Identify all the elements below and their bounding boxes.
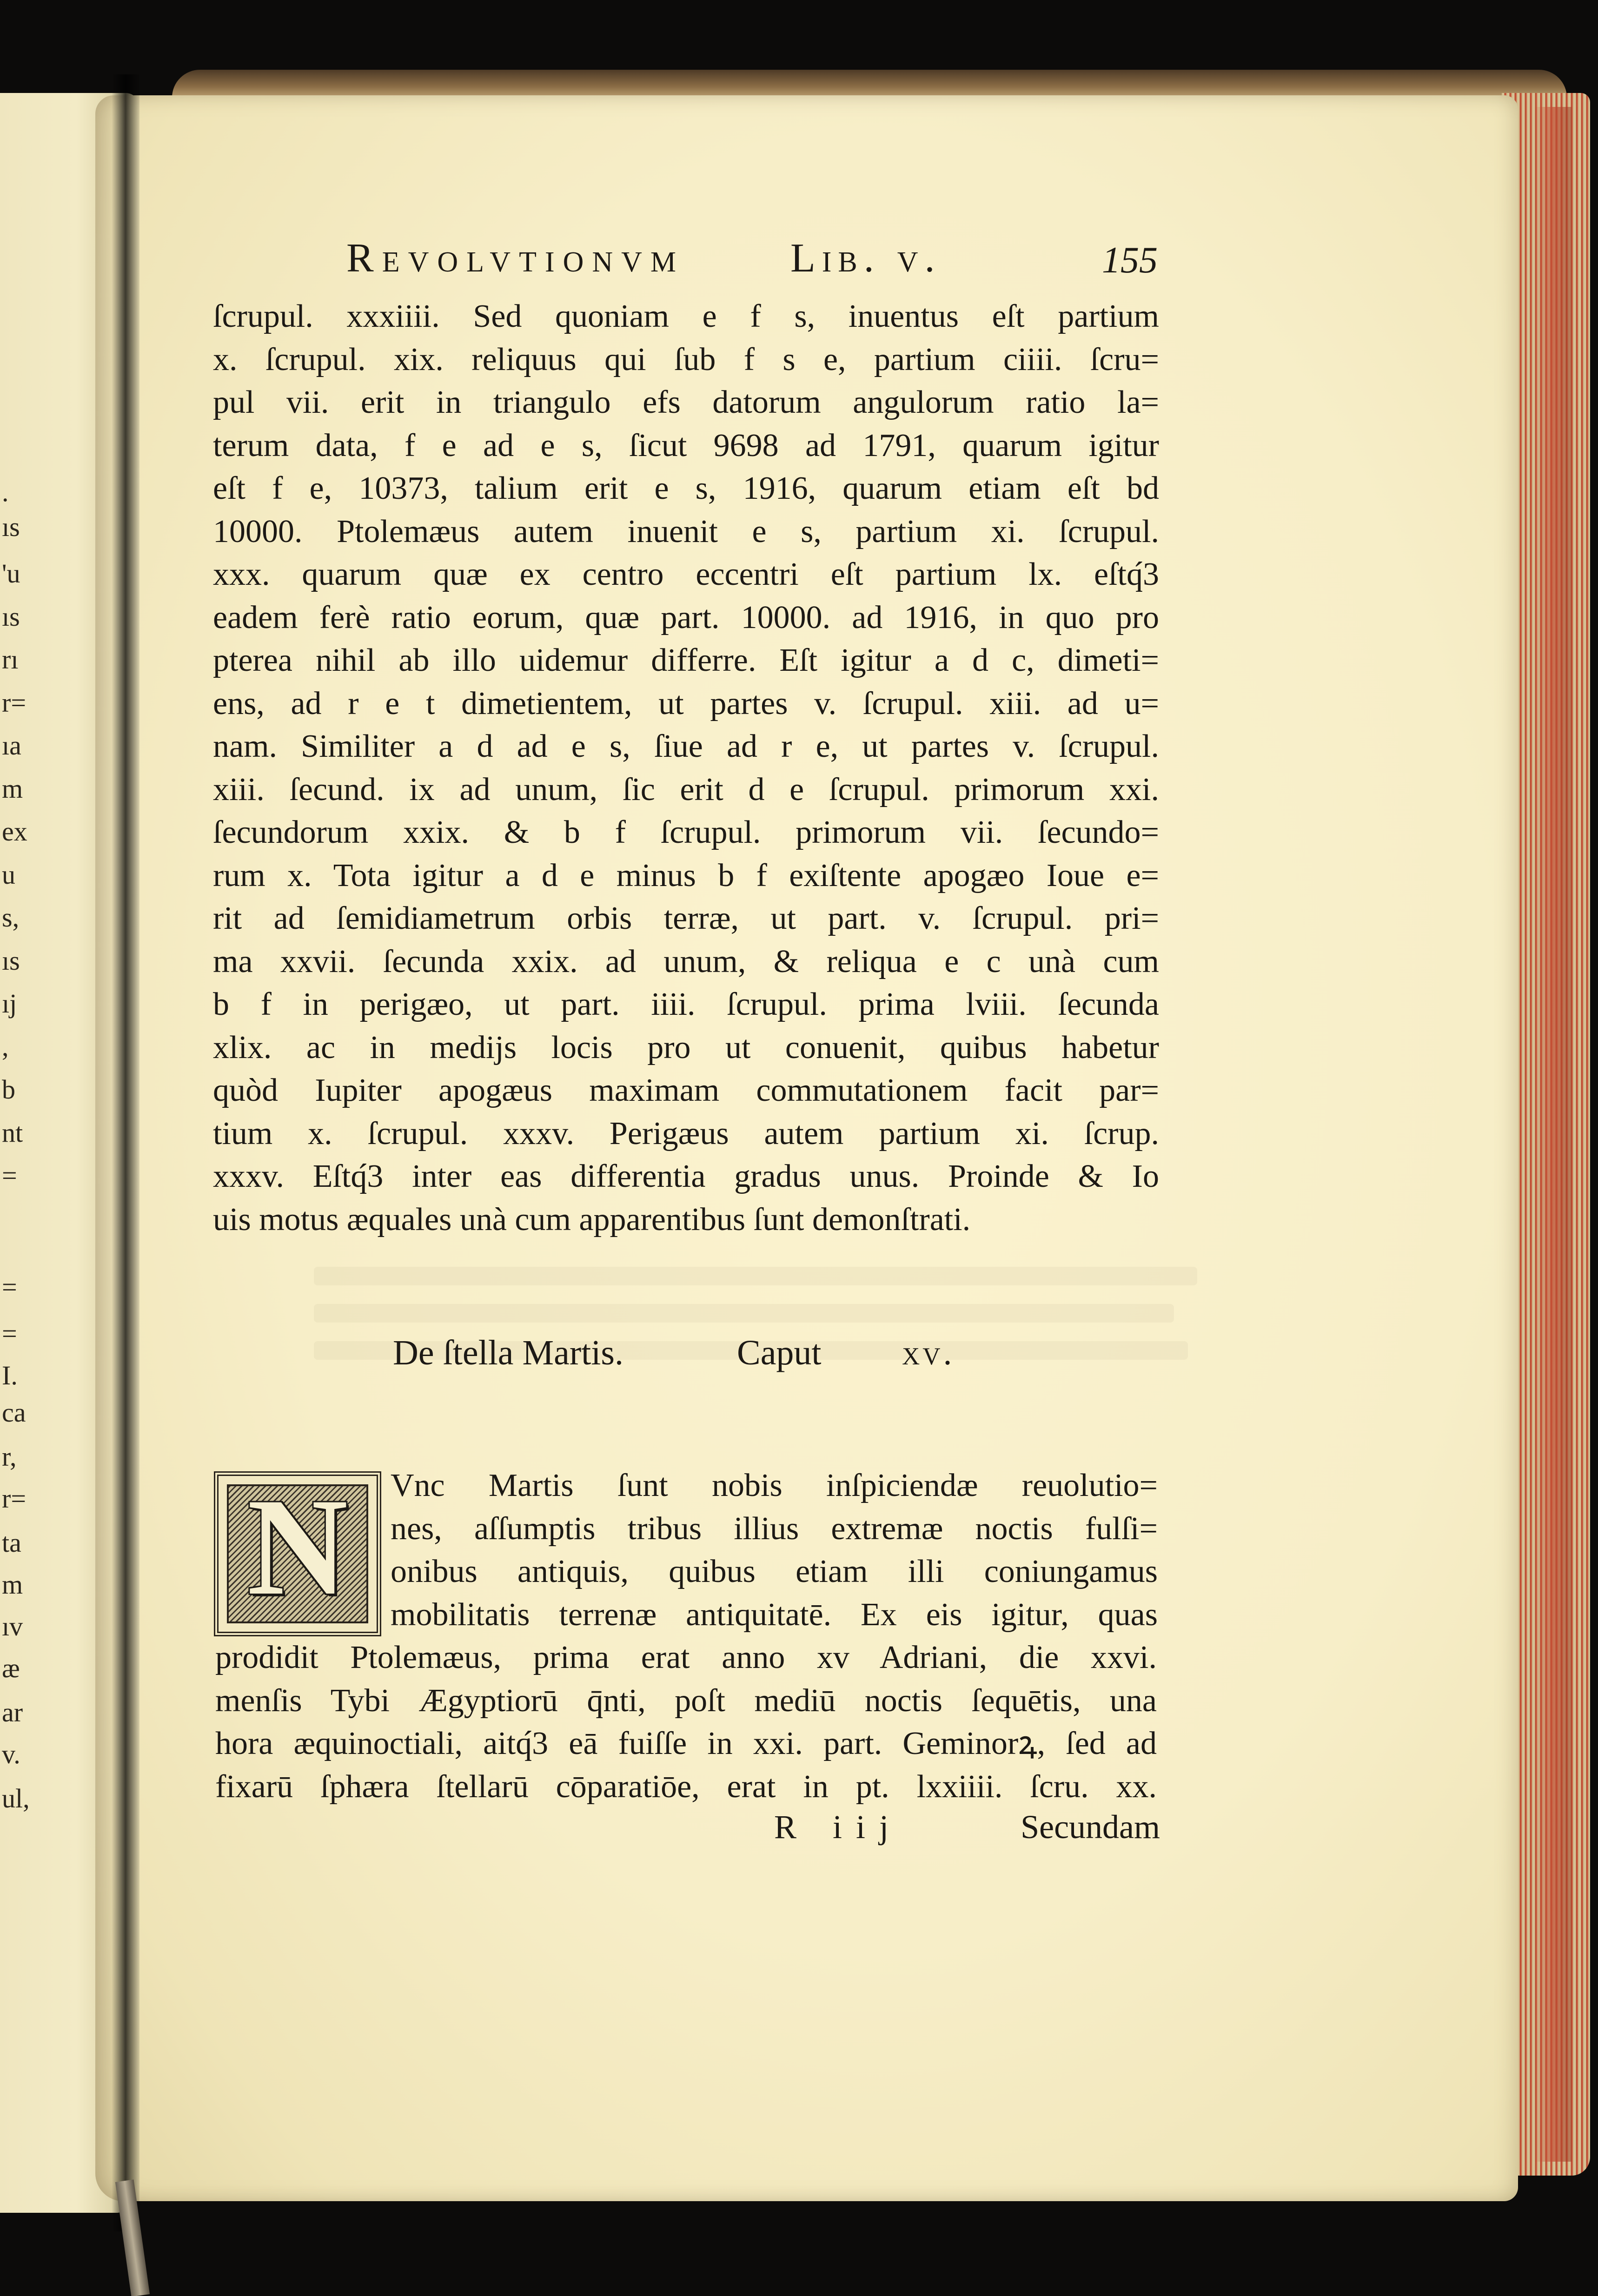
- body-text: [213, 295, 1159, 1241]
- margin-fragment: =: [2, 1272, 17, 1302]
- text-line: tium x. ſcrupul. xxxv. Perigæus autem partium xi. ſcrup.: [213, 1115, 1159, 1151]
- text-line: hora æquinoctiali, aitq́3 eā fuiſſe in xxi. part. Geminorꝝ, ſed ad: [215, 1726, 1157, 1761]
- text-line: xiii. ſecund. ix ad unum, ſic erit d e ſcrupul. primorum xxi.: [213, 771, 1159, 807]
- margin-fragment: ıj: [2, 988, 17, 1019]
- text-line: rum x. Tota igitur a d e minus b f exiſtente apogæo Ioue e=: [213, 857, 1159, 893]
- margin-fragment: r=: [2, 688, 27, 718]
- text-line: ſecundorum xxix. & b f ſcrupul. primorum vii. ſecundo=: [213, 814, 1159, 850]
- text-line: nes, aſſumptis tribus illius extremæ noctis fulſi=: [391, 1510, 1158, 1547]
- show-through: [314, 1267, 1197, 1285]
- chapter-number: xv.: [902, 1333, 955, 1372]
- running-head: [346, 235, 1158, 286]
- text-line: xxx. quarum quæ ex centro eccentri eſt partium lx. eſtq́3: [213, 556, 1159, 592]
- margin-fragment: r=: [2, 1483, 27, 1514]
- binding-gutter: [112, 74, 139, 2231]
- text-line: prodidit Ptolemæus, prima erat anno xv Adriani, die xxvi.: [215, 1640, 1157, 1675]
- text-line: b f in perigæo, ut part. iiii. ſcrupul. prima lviii. ſecunda: [213, 986, 1159, 1022]
- text-line: xxxv. Eſtq́3 inter eas differentia gradus unus. Proinde & Io: [213, 1158, 1159, 1194]
- text-line: uis motus æquales unà cum apparentibus ſunt demonſtrati.: [213, 1201, 971, 1237]
- text-line: ſcrupul. xxxiiii. Sed quoniam e f s, inuentus eſt partium: [213, 298, 1159, 334]
- text-line: xlix. ac in medijs locis pro ut conuenit, quibus habetur: [213, 1029, 1159, 1065]
- margin-fragment: ıa: [2, 730, 21, 761]
- chapter-heading: [393, 1327, 967, 1378]
- text-line: ma xxvii. ſecunda xxix. ad unum, & reliqua e c unà cum: [213, 943, 1159, 979]
- margin-fragment: ul,: [2, 1783, 30, 1813]
- margin-fragment: ıs: [2, 602, 20, 632]
- margin-fragment: ıs: [2, 946, 20, 976]
- margin-fragment: u: [2, 860, 15, 890]
- margin-fragment: ta: [2, 1528, 21, 1558]
- margin-fragment: ,: [2, 1032, 9, 1062]
- margin-fragment: ıv: [2, 1611, 23, 1641]
- margin-fragment: s,: [2, 902, 20, 933]
- red-edge-tint: [1534, 107, 1571, 2162]
- show-through: [314, 1304, 1174, 1323]
- margin-fragment: rı: [2, 644, 19, 675]
- decorated-initial: [214, 1471, 381, 1636]
- initial-letter: N: [247, 1469, 348, 1624]
- text-line: fixarū ſphæra ſtellarū cōparatiōe, erat in pt. lxxiiii. ſcru. xx.: [215, 1768, 1157, 1805]
- text-line: 10000. Ptolemæus autem inuenit e s, partium xi. ſcrupul.: [213, 513, 1159, 549]
- text-line: eſt f e, 10373, talium erit e s, 1916, quarum etiam eſt bd: [213, 470, 1159, 506]
- text-line: x. ſcrupul. xix. reliquus qui ſub f s e, partium ciiii. ſcru=: [213, 341, 1159, 377]
- margin-fragment: b: [2, 1074, 15, 1105]
- margin-fragment: r,: [2, 1442, 17, 1472]
- margin-fragment: =: [2, 1318, 17, 1349]
- text-line: rit ad ſemidiametrum orbis terræ, ut part. v. ſcrupul. pri=: [213, 900, 1159, 936]
- margin-fragment: m: [2, 774, 23, 804]
- chapter-caput: Caput: [737, 1333, 822, 1372]
- margin-fragment: ex: [2, 816, 27, 847]
- margin-fragment: I.: [2, 1360, 18, 1390]
- text-line: terum data, f e ad e s, ſicut 9698 ad 1791, quarum igitur: [213, 427, 1159, 463]
- margin-fragment: æ: [2, 1653, 20, 1683]
- margin-fragment: m: [2, 1569, 23, 1600]
- chapter-title: De ſtella Martis.: [393, 1333, 623, 1372]
- signature-mark: R iij: [774, 1808, 903, 1846]
- text-line: ens, ad r e t dimetientem, ut partes v. ſcrupul. xiii. ad u=: [213, 685, 1159, 721]
- margin-fragment: nt: [2, 1118, 23, 1148]
- margin-fragment: .: [2, 477, 9, 507]
- page-footer: [774, 1804, 1160, 1850]
- text-line: Vnc Martis ſunt nobis inſpiciendæ reuolutio=: [391, 1468, 1158, 1503]
- text-line: menſis Tybi Ægyptiorū q̄nti, poſt mediū noctis ſequētis, una: [215, 1682, 1157, 1719]
- text-line: quòd Iupiter apogæus maximam commutationem facit par=: [213, 1072, 1159, 1108]
- margin-fragment: 'u: [2, 558, 20, 589]
- text-line: nam. Similiter a d ad e s, ſiue ad r e, ut partes v. ſcrupul.: [213, 728, 1159, 764]
- text-line: mobilitatis terrenæ antiquitatē. Ex eis igitur, quas: [391, 1596, 1158, 1633]
- catchword: Secundam: [1021, 1808, 1160, 1846]
- text-line: pul vii. erit in triangulo efs datorum angulorum ratio la=: [213, 384, 1159, 420]
- page-number: 155: [1102, 240, 1158, 281]
- margin-fragment: ıs: [2, 512, 20, 542]
- margin-fragment: ar: [2, 1697, 23, 1727]
- running-head-title: Revolvtionvm: [346, 236, 685, 281]
- margin-fragment: =: [2, 1160, 17, 1191]
- running-head-book: Lib. v.: [790, 236, 942, 281]
- chapter-text: [215, 1636, 1157, 1808]
- drop-cap-text: [391, 1464, 1158, 1636]
- margin-fragment: ca: [2, 1397, 26, 1428]
- margin-fragment: v.: [2, 1739, 20, 1769]
- text-line: onibus antiquis, quibus etiam illi coniungamus: [391, 1554, 1158, 1589]
- text-line: eadem ferè ratio eorum, quæ part. 10000. ad 1916, in quo pro: [213, 599, 1159, 635]
- text-line: pterea nihil ab illo uidemur differre. Eſt igitur a d c, dimeti=: [213, 642, 1159, 678]
